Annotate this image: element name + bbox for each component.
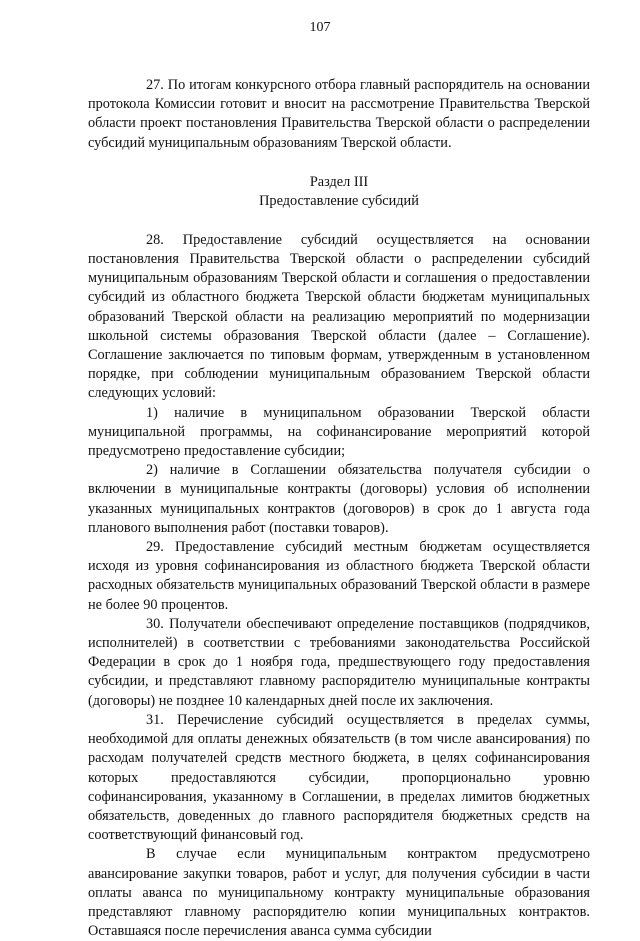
section-title: Раздел III: [309, 173, 369, 190]
paragraph-31: 31. Перечисление субсидий осуществляется в пределах суммы, необходимой для оплаты денежных обязательств (в том числе авансирования) по расходам получателей средств местного бюджета, в целях софинансирования которых предоставляются субсидии, пропорционально уровню софинансирования, указанному в Соглашении, в пределах лимитов бюджетных обязательств, доведенных до главного распорядителя бюджетных средств на соответствующий финансовый год.: [88, 711, 590, 844]
paragraph-27: 27. По итогам конкурсного отбора главный распорядитель на основании протокола Комиссии готовит и вносит на рассмотрение Правительства Тверской области проект постановления Правительства Тверской области о распределении субсидий муниципальным образованиям Тверской области.: [88, 77, 590, 151]
paragraph-30: 30. Получатели обеспечивают определение поставщиков (подрядчиков, исполнителей) в соответствии с требованиями законодательства Российской Федерации в срок до 1 ноября года, предшествующего году предоставления субсидии, и представляют главному распорядителю муниципальные контракты (договоры) не позднее 10 календарных дней после их заключения.: [88, 615, 590, 709]
section-heading: [88, 173, 590, 212]
page-number: 107: [309, 20, 331, 35]
paragraph-advance: В случае если муниципальным контрактом предусмотрено авансирование закупки товаров, работ и услуг, для получения субсидии в части оплаты аванса по муниципальному контракту муниципальные образования представляют главному распорядителю копии муниципальных контрактов. Оставшаяся после перечисления аванса сумма субсидии: [88, 846, 590, 940]
document-body: [88, 76, 590, 941]
paragraph-28: 28. Предоставление субсидий осуществляется на основании постановления Правительства Тверской области о распределении субсидий муниципальным образованиям Тверской области и соглашения о предоставлении субсидий из областного бюджета Тверской области бюджетам муниципальных образований Тверской области на реализацию мероприятий по модернизации школьной системы образования Тверской области (далее – Соглашение). Соглашение заключается по типовым формам, утвержденным в установленном порядке, при соблюдении муниципальным образованием Тверской области следующих условий:: [88, 231, 590, 402]
section-subtitle: Предоставление субсидий: [259, 193, 419, 210]
list-item-2: 2) наличие в Соглашении обязательства получателя субсидии о включении в муниципальные контракты (договоры) условия об исполнении указанных муниципальных контрактов (договоров) в срок до 1 августа года планового выполнения работ (поставки товаров).: [88, 462, 590, 536]
paragraph-29: 29. Предоставление субсидий местным бюджетам осуществляется исходя из уровня софинансирования из областного бюджета Тверской области расходных обязательств муниципальных образований Тверской области в размере не более 90 процентов.: [88, 539, 590, 613]
list-item-1: 1) наличие в муниципальном образовании Тверской области муниципальной программы, на софинансирование мероприятий которой предусмотрено предоставление субсидии;: [88, 404, 590, 460]
